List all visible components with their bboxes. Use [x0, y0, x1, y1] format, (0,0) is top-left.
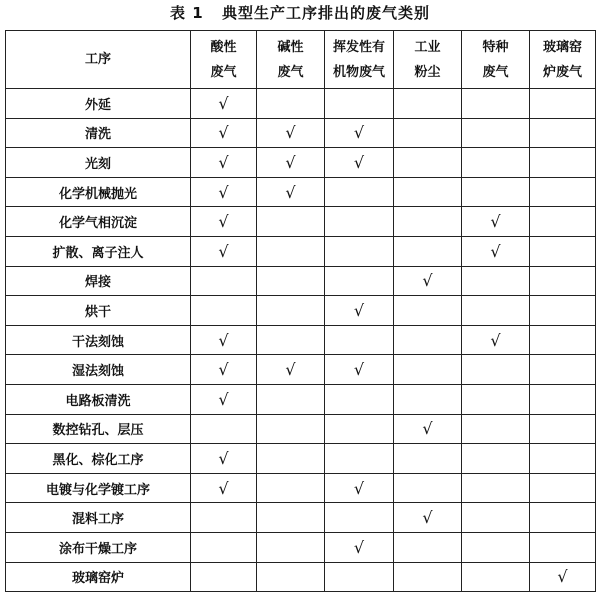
- column-header-5: [462, 31, 530, 89]
- empty-cell: [394, 562, 462, 592]
- process-cell: 化学机械抛光: [6, 177, 191, 207]
- table-row: [6, 503, 596, 533]
- check-mark-cell: √: [191, 207, 257, 237]
- check-mark-cell: √: [462, 236, 530, 266]
- empty-cell: [530, 532, 596, 562]
- column-header-line: 玻璃窑: [542, 39, 582, 55]
- column-header-4: [394, 31, 462, 89]
- empty-cell: [462, 414, 530, 444]
- check-mark-cell: √: [257, 355, 325, 385]
- empty-cell: [394, 532, 462, 562]
- exhaust-gas-table: [5, 30, 596, 592]
- process-cell: 电路板清洗: [6, 384, 191, 414]
- empty-cell: [462, 177, 530, 207]
- empty-cell: [394, 148, 462, 178]
- empty-cell: [462, 473, 530, 503]
- check-mark-cell: √: [462, 325, 530, 355]
- check-mark-cell: √: [191, 355, 257, 385]
- column-header-line: 酸性: [210, 39, 237, 55]
- table-row: [6, 355, 596, 385]
- table-row: [6, 207, 596, 237]
- check-mark-cell: √: [257, 177, 325, 207]
- empty-cell: [462, 266, 530, 296]
- process-cell: 扩散、离子注人: [6, 236, 191, 266]
- table-row: [6, 148, 596, 178]
- column-header-6: [530, 31, 596, 89]
- check-mark-cell: √: [394, 503, 462, 533]
- table-caption: [0, 0, 600, 28]
- empty-cell: [462, 296, 530, 326]
- empty-cell: [394, 177, 462, 207]
- check-mark-cell: √: [191, 473, 257, 503]
- empty-cell: [325, 503, 394, 533]
- check-mark-cell: √: [394, 266, 462, 296]
- process-cell: 烘干: [6, 296, 191, 326]
- table-row: [6, 177, 596, 207]
- column-header-line: 粉尘: [414, 64, 441, 80]
- empty-cell: [530, 503, 596, 533]
- table-body: [6, 89, 596, 592]
- empty-cell: [325, 414, 394, 444]
- empty-cell: [462, 384, 530, 414]
- table-row: [6, 325, 596, 355]
- check-mark-cell: √: [325, 355, 394, 385]
- empty-cell: [325, 266, 394, 296]
- table-row: [6, 236, 596, 266]
- check-mark-cell: √: [394, 414, 462, 444]
- empty-cell: [394, 296, 462, 326]
- empty-cell: [325, 384, 394, 414]
- empty-cell: [394, 384, 462, 414]
- empty-cell: [462, 532, 530, 562]
- empty-cell: [257, 236, 325, 266]
- empty-cell: [325, 444, 394, 474]
- empty-cell: [530, 473, 596, 503]
- process-cell: 混料工序: [6, 503, 191, 533]
- column-header-process: [6, 31, 191, 89]
- empty-cell: [462, 148, 530, 178]
- empty-cell: [325, 89, 394, 119]
- check-mark-cell: √: [191, 177, 257, 207]
- empty-cell: [191, 414, 257, 444]
- table-row: [6, 532, 596, 562]
- column-header-line: 废气: [277, 64, 304, 80]
- column-header-2: [257, 31, 325, 89]
- empty-cell: [191, 562, 257, 592]
- process-cell: 数控钻孔、层压: [6, 414, 191, 444]
- header-row: [6, 31, 596, 89]
- empty-cell: [394, 118, 462, 148]
- empty-cell: [257, 296, 325, 326]
- empty-cell: [191, 296, 257, 326]
- empty-cell: [530, 414, 596, 444]
- empty-cell: [462, 355, 530, 385]
- empty-cell: [394, 473, 462, 503]
- empty-cell: [462, 503, 530, 533]
- empty-cell: [394, 89, 462, 119]
- table-row: [6, 473, 596, 503]
- empty-cell: [325, 236, 394, 266]
- check-mark-cell: √: [325, 118, 394, 148]
- empty-cell: [257, 503, 325, 533]
- process-cell: 涂布干燥工序: [6, 532, 191, 562]
- check-mark-cell: √: [191, 89, 257, 119]
- check-mark-cell: √: [257, 118, 325, 148]
- column-header-line: 特种: [482, 39, 509, 55]
- empty-cell: [257, 325, 325, 355]
- empty-cell: [325, 325, 394, 355]
- empty-cell: [530, 236, 596, 266]
- check-mark-cell: √: [191, 148, 257, 178]
- empty-cell: [257, 473, 325, 503]
- check-mark-cell: √: [191, 325, 257, 355]
- process-cell: 光刻: [6, 148, 191, 178]
- check-mark-cell: √: [191, 444, 257, 474]
- table-row: [6, 266, 596, 296]
- empty-cell: [257, 266, 325, 296]
- table-row: [6, 444, 596, 474]
- empty-cell: [191, 532, 257, 562]
- table-row: [6, 414, 596, 444]
- table-number: 表 1: [170, 4, 204, 22]
- table-row: [6, 562, 596, 592]
- column-header-line: 工业: [414, 39, 441, 55]
- check-mark-cell: √: [325, 296, 394, 326]
- table-title: 典型生产工序排出的废气类别: [221, 4, 430, 22]
- process-cell: 电镀与化学镀工序: [6, 473, 191, 503]
- check-mark-cell: √: [325, 473, 394, 503]
- process-cell: 黑化、棕化工序: [6, 444, 191, 474]
- empty-cell: [191, 503, 257, 533]
- empty-cell: [462, 562, 530, 592]
- check-mark-cell: √: [325, 532, 394, 562]
- empty-cell: [462, 444, 530, 474]
- empty-cell: [394, 207, 462, 237]
- table-row: [6, 384, 596, 414]
- empty-cell: [530, 325, 596, 355]
- process-cell: 干法刻蚀: [6, 325, 191, 355]
- empty-cell: [530, 177, 596, 207]
- empty-cell: [257, 89, 325, 119]
- column-header-line: 工序: [84, 52, 111, 67]
- check-mark-cell: √: [191, 118, 257, 148]
- empty-cell: [530, 266, 596, 296]
- column-header-line: 碱性: [277, 39, 304, 55]
- column-header-1: [191, 31, 257, 89]
- table-row: [6, 89, 596, 119]
- table-row: [6, 118, 596, 148]
- empty-cell: [394, 355, 462, 385]
- empty-cell: [530, 355, 596, 385]
- check-mark-cell: √: [325, 148, 394, 178]
- empty-cell: [462, 118, 530, 148]
- empty-cell: [257, 444, 325, 474]
- empty-cell: [325, 177, 394, 207]
- empty-cell: [257, 562, 325, 592]
- empty-cell: [530, 444, 596, 474]
- empty-cell: [530, 118, 596, 148]
- empty-cell: [257, 532, 325, 562]
- process-cell: 清洗: [6, 118, 191, 148]
- empty-cell: [530, 384, 596, 414]
- empty-cell: [394, 236, 462, 266]
- check-mark-cell: √: [257, 148, 325, 178]
- process-cell: 玻璃窑炉: [6, 562, 191, 592]
- table-row: [6, 296, 596, 326]
- check-mark-cell: √: [462, 207, 530, 237]
- check-mark-cell: √: [191, 384, 257, 414]
- process-cell: 湿法刻蚀: [6, 355, 191, 385]
- column-header-line: 挥发性有: [332, 39, 385, 55]
- empty-cell: [530, 296, 596, 326]
- check-mark-cell: √: [191, 236, 257, 266]
- column-header-line: 废气: [210, 64, 237, 80]
- empty-cell: [530, 89, 596, 119]
- process-cell: 外延: [6, 89, 191, 119]
- process-cell: 化学气相沉淀: [6, 207, 191, 237]
- empty-cell: [394, 325, 462, 355]
- empty-cell: [191, 266, 257, 296]
- empty-cell: [530, 148, 596, 178]
- empty-cell: [325, 207, 394, 237]
- empty-cell: [530, 207, 596, 237]
- column-header-line: 废气: [482, 64, 509, 80]
- empty-cell: [257, 384, 325, 414]
- empty-cell: [257, 414, 325, 444]
- check-mark-cell: √: [530, 562, 596, 592]
- column-header-line: 炉废气: [542, 64, 582, 80]
- empty-cell: [257, 207, 325, 237]
- empty-cell: [325, 562, 394, 592]
- column-header-line: 机物废气: [332, 64, 385, 80]
- empty-cell: [394, 444, 462, 474]
- process-cell: 焊接: [6, 266, 191, 296]
- column-header-3: [325, 31, 394, 89]
- empty-cell: [462, 89, 530, 119]
